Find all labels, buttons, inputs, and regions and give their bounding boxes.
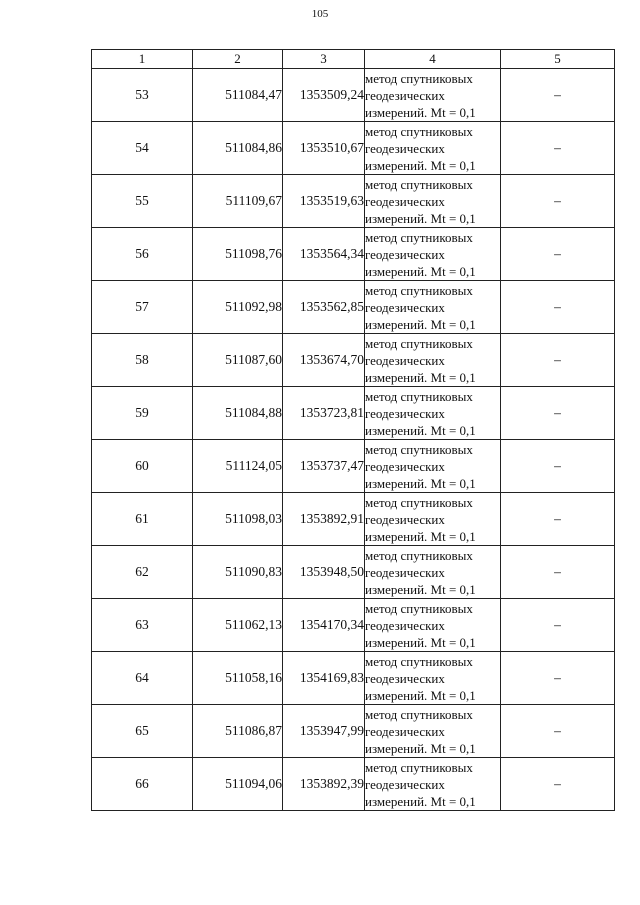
method-cell bbox=[365, 122, 501, 175]
method-line-2: геодезических bbox=[365, 511, 445, 527]
y-coordinate-cell: 1353510,67 bbox=[283, 122, 365, 175]
point-number-cell: 59 bbox=[92, 387, 193, 440]
method-cell bbox=[365, 228, 501, 281]
page-number: 105 bbox=[311, 8, 329, 20]
description-cell: – bbox=[501, 122, 615, 175]
y-coordinate-cell: 1353723,81 bbox=[283, 387, 365, 440]
column-header-5: 5 bbox=[501, 50, 615, 69]
method-line-1: метод спутниковых bbox=[365, 282, 473, 298]
method-cell bbox=[365, 705, 501, 758]
method-line-2: геодезических bbox=[365, 670, 445, 686]
point-number-cell: 60 bbox=[92, 440, 193, 493]
method-line-1: метод спутниковых bbox=[365, 335, 473, 351]
x-coordinate-cell: 511084,47 bbox=[193, 69, 283, 122]
method-line-2: геодезических bbox=[365, 564, 445, 580]
table-row bbox=[92, 493, 615, 546]
method-line-1: метод спутниковых bbox=[365, 70, 473, 86]
x-coordinate-cell: 511098,03 bbox=[193, 493, 283, 546]
y-coordinate-cell: 1354170,34 bbox=[283, 599, 365, 652]
column-header-1: 1 bbox=[92, 50, 193, 69]
point-number-cell: 62 bbox=[92, 546, 193, 599]
column-header-4: 4 bbox=[365, 50, 501, 69]
point-number-cell: 56 bbox=[92, 228, 193, 281]
table-row bbox=[92, 228, 615, 281]
x-coordinate-cell: 511109,67 bbox=[193, 175, 283, 228]
description-cell: – bbox=[501, 493, 615, 546]
method-line-2: геодезических bbox=[365, 193, 445, 209]
method-line-2: геодезических bbox=[365, 458, 445, 474]
method-cell bbox=[365, 69, 501, 122]
table-row bbox=[92, 281, 615, 334]
x-coordinate-cell: 511062,13 bbox=[193, 599, 283, 652]
description-cell: – bbox=[501, 334, 615, 387]
description-cell: – bbox=[501, 228, 615, 281]
column-header-2: 2 bbox=[193, 50, 283, 69]
y-coordinate-cell: 1353509,24 bbox=[283, 69, 365, 122]
method-cell bbox=[365, 334, 501, 387]
method-line-3: измерений. Mt = 0,1 bbox=[365, 634, 476, 650]
description-cell: – bbox=[501, 652, 615, 705]
table-row bbox=[92, 440, 615, 493]
x-coordinate-cell: 511090,83 bbox=[193, 546, 283, 599]
x-coordinate-cell: 511058,16 bbox=[193, 652, 283, 705]
method-line-1: метод спутниковых bbox=[365, 229, 473, 245]
description-cell: – bbox=[501, 599, 615, 652]
method-line-1: метод спутниковых bbox=[365, 706, 473, 722]
method-line-1: метод спутниковых bbox=[365, 494, 473, 510]
method-line-3: измерений. Mt = 0,1 bbox=[365, 263, 476, 279]
table-body bbox=[92, 69, 615, 811]
description-cell: – bbox=[501, 546, 615, 599]
point-number-cell: 65 bbox=[92, 705, 193, 758]
method-cell bbox=[365, 652, 501, 705]
point-number-cell: 58 bbox=[92, 334, 193, 387]
point-number-cell: 55 bbox=[92, 175, 193, 228]
y-coordinate-cell: 1354169,83 bbox=[283, 652, 365, 705]
method-line-3: измерений. Mt = 0,1 bbox=[365, 210, 476, 226]
x-coordinate-cell: 511124,05 bbox=[193, 440, 283, 493]
y-coordinate-cell: 1353947,99 bbox=[283, 705, 365, 758]
method-cell bbox=[365, 599, 501, 652]
description-cell: – bbox=[501, 705, 615, 758]
method-line-1: метод спутниковых bbox=[365, 388, 473, 404]
method-line-2: геодезических bbox=[365, 140, 445, 156]
point-number-cell: 57 bbox=[92, 281, 193, 334]
method-line-3: измерений. Mt = 0,1 bbox=[365, 740, 476, 756]
method-line-2: геодезических bbox=[365, 299, 445, 315]
table-row bbox=[92, 652, 615, 705]
method-line-2: геодезических bbox=[365, 246, 445, 262]
table-row bbox=[92, 599, 615, 652]
method-line-1: метод спутниковых bbox=[365, 600, 473, 616]
description-cell: – bbox=[501, 69, 615, 122]
x-coordinate-cell: 511087,60 bbox=[193, 334, 283, 387]
method-line-1: метод спутниковых bbox=[365, 123, 473, 139]
description-cell: – bbox=[501, 281, 615, 334]
x-coordinate-cell: 511084,88 bbox=[193, 387, 283, 440]
table-row bbox=[92, 387, 615, 440]
method-line-2: геодезических bbox=[365, 723, 445, 739]
method-line-1: метод спутниковых bbox=[365, 759, 473, 775]
method-line-3: измерений. Mt = 0,1 bbox=[365, 793, 476, 809]
y-coordinate-cell: 1353948,50 bbox=[283, 546, 365, 599]
method-cell bbox=[365, 493, 501, 546]
description-cell: – bbox=[501, 175, 615, 228]
point-number-cell: 64 bbox=[92, 652, 193, 705]
method-line-3: измерений. Mt = 0,1 bbox=[365, 104, 476, 120]
method-line-2: геодезических bbox=[365, 87, 445, 103]
y-coordinate-cell: 1353737,47 bbox=[283, 440, 365, 493]
x-coordinate-cell: 511084,86 bbox=[193, 122, 283, 175]
point-number-cell: 53 bbox=[92, 69, 193, 122]
method-line-3: измерений. Mt = 0,1 bbox=[365, 316, 476, 332]
method-cell bbox=[365, 281, 501, 334]
method-cell bbox=[365, 758, 501, 811]
y-coordinate-cell: 1353892,91 bbox=[283, 493, 365, 546]
method-cell bbox=[365, 387, 501, 440]
method-line-2: геодезических bbox=[365, 617, 445, 633]
point-number-cell: 54 bbox=[92, 122, 193, 175]
method-line-3: измерений. Mt = 0,1 bbox=[365, 528, 476, 544]
point-number-cell: 63 bbox=[92, 599, 193, 652]
point-number-cell: 61 bbox=[92, 493, 193, 546]
method-line-2: геодезических bbox=[365, 776, 445, 792]
y-coordinate-cell: 1353564,34 bbox=[283, 228, 365, 281]
method-line-1: метод спутниковых bbox=[365, 653, 473, 669]
method-line-3: измерений. Mt = 0,1 bbox=[365, 157, 476, 173]
method-line-1: метод спутниковых bbox=[365, 176, 473, 192]
x-coordinate-cell: 511092,98 bbox=[193, 281, 283, 334]
method-line-2: геодезических bbox=[365, 352, 445, 368]
method-line-3: измерений. Mt = 0,1 bbox=[365, 369, 476, 385]
method-cell bbox=[365, 440, 501, 493]
y-coordinate-cell: 1353892,39 bbox=[283, 758, 365, 811]
method-line-3: измерений. Mt = 0,1 bbox=[365, 475, 476, 491]
method-line-3: измерений. Mt = 0,1 bbox=[365, 687, 476, 703]
method-cell bbox=[365, 546, 501, 599]
table-row bbox=[92, 175, 615, 228]
table-row bbox=[92, 546, 615, 599]
method-line-1: метод спутниковых bbox=[365, 547, 473, 563]
description-cell: – bbox=[501, 440, 615, 493]
method-line-3: измерений. Mt = 0,1 bbox=[365, 422, 476, 438]
y-coordinate-cell: 1353674,70 bbox=[283, 334, 365, 387]
table-row bbox=[92, 705, 615, 758]
x-coordinate-cell: 511098,76 bbox=[193, 228, 283, 281]
method-line-1: метод спутниковых bbox=[365, 441, 473, 457]
table-row bbox=[92, 334, 615, 387]
y-coordinate-cell: 1353519,63 bbox=[283, 175, 365, 228]
y-coordinate-cell: 1353562,85 bbox=[283, 281, 365, 334]
coordinates-table bbox=[91, 49, 615, 811]
table-row bbox=[92, 758, 615, 811]
description-cell: – bbox=[501, 758, 615, 811]
table-header-row bbox=[92, 50, 615, 69]
method-cell bbox=[365, 175, 501, 228]
x-coordinate-cell: 511086,87 bbox=[193, 705, 283, 758]
description-cell: – bbox=[501, 387, 615, 440]
method-line-2: геодезических bbox=[365, 405, 445, 421]
table-row bbox=[92, 122, 615, 175]
column-header-3: 3 bbox=[283, 50, 365, 69]
table-row bbox=[92, 69, 615, 122]
x-coordinate-cell: 511094,06 bbox=[193, 758, 283, 811]
point-number-cell: 66 bbox=[92, 758, 193, 811]
method-line-3: измерений. Mt = 0,1 bbox=[365, 581, 476, 597]
